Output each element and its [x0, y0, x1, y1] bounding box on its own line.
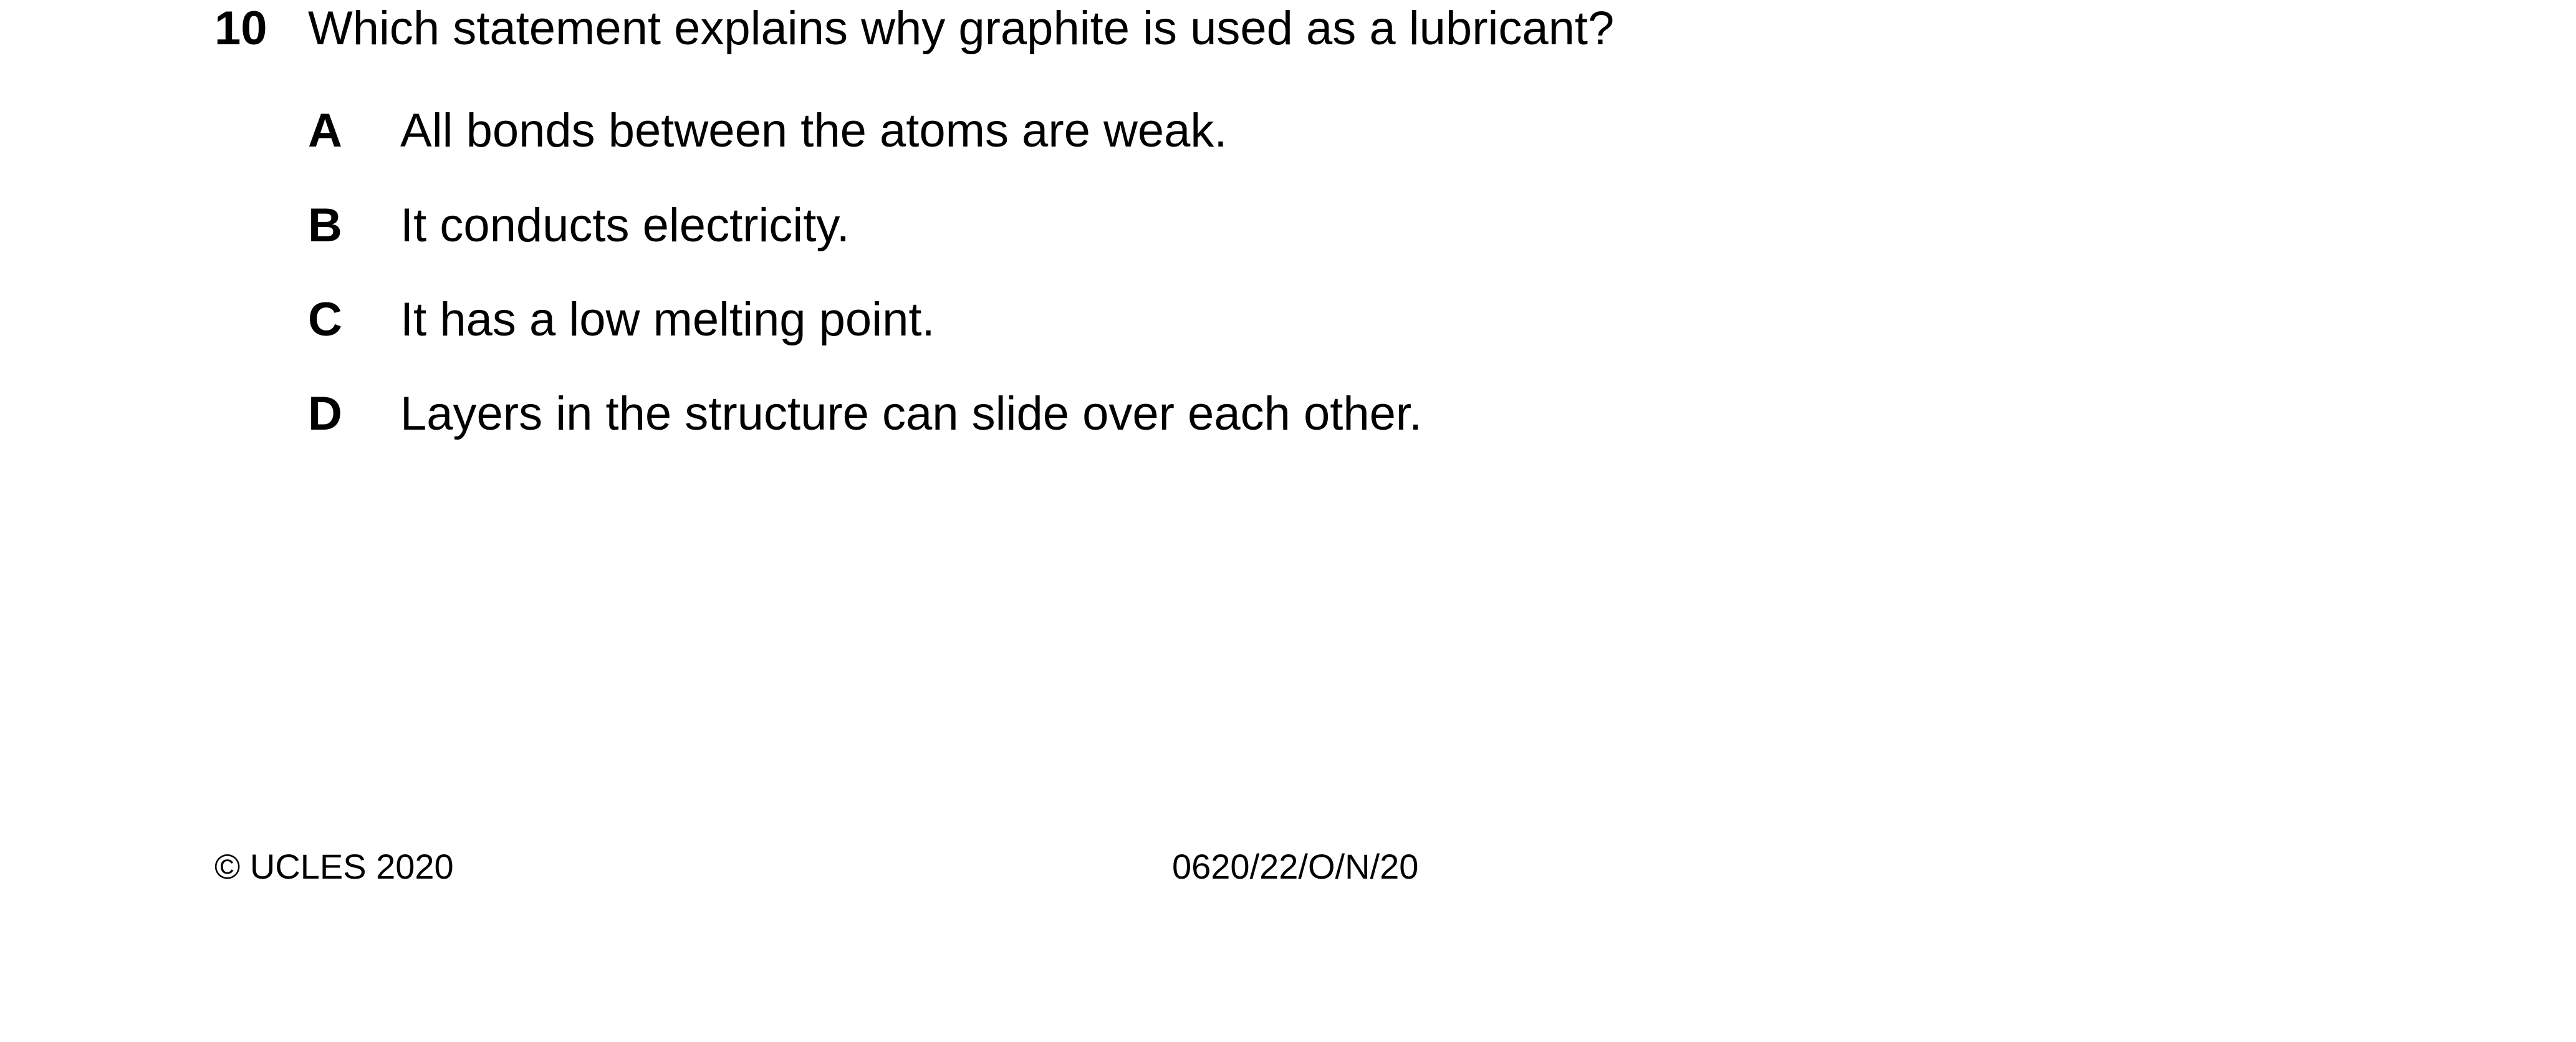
question-number: 10 [214, 2, 267, 55]
question-text: Which statement explains why graphite is used as a lubricant? [308, 2, 1615, 55]
option-d-letter: D [308, 387, 342, 440]
option-a-text: All bonds between the atoms are weak. [400, 104, 1228, 157]
option-c-text: It has a low melting point. [400, 293, 935, 346]
option-d-text: Layers in the structure can slide over each other. [400, 387, 1423, 440]
option-b-letter: B [308, 199, 342, 252]
copyright-notice: © UCLES 2020 [214, 847, 454, 886]
option-b-text: It conducts electricity. [400, 199, 850, 252]
paper-code: 0620/22/O/N/20 [1172, 847, 1419, 886]
option-c-letter: C [308, 293, 342, 346]
option-a-letter: A [308, 104, 342, 157]
